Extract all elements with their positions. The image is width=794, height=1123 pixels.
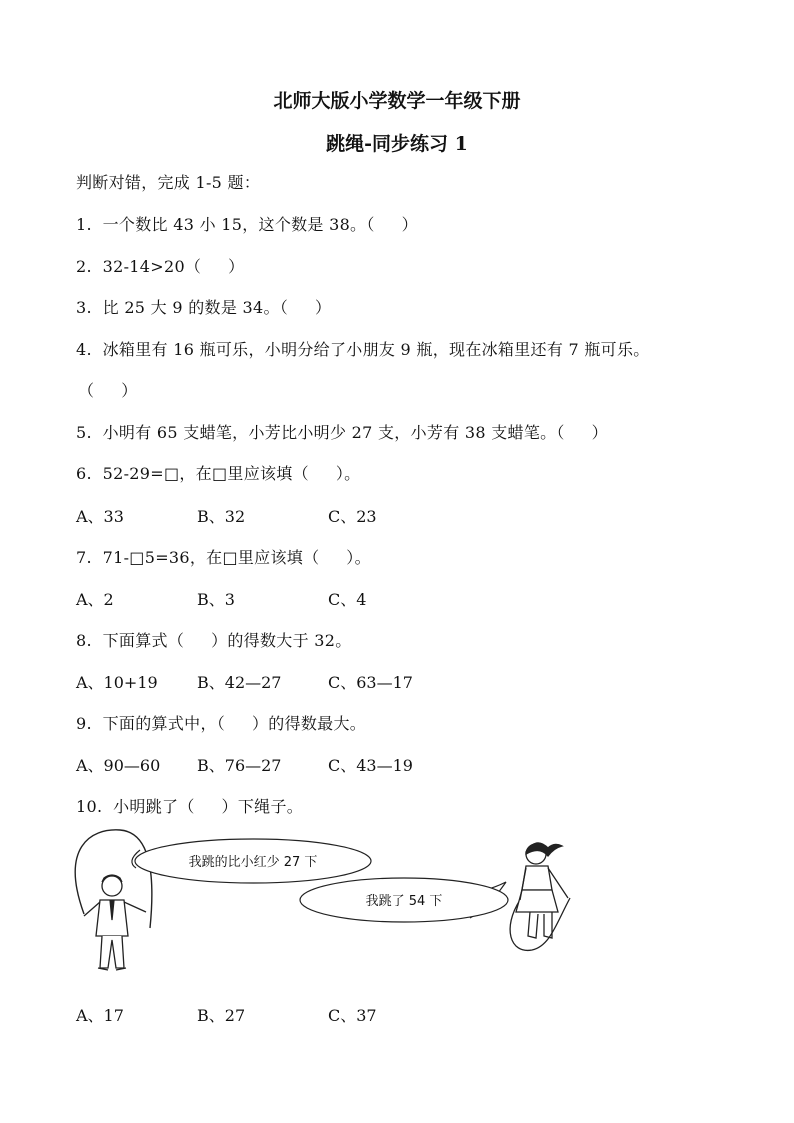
- question-4-blank: （ ）: [78, 381, 138, 400]
- girl-speech-bubble: [300, 878, 508, 922]
- girl-figure: [510, 843, 570, 951]
- page-subtitle: 跳绳-同步练习 1: [326, 133, 468, 155]
- q7-option-c: C、4: [328, 590, 367, 609]
- q7-option-a: A、2: [76, 590, 114, 609]
- girl-speech-text: 我跳了 54 下: [365, 894, 443, 909]
- q8-option-a: A、10+19: [76, 673, 158, 692]
- question-9: 9. 下面的算式中，（ ）的得数最大。: [76, 714, 367, 733]
- q10-option-a: A、17: [76, 1006, 124, 1025]
- question-10: 10. 小明跳了（ ）下绳子。: [76, 797, 304, 816]
- q9-option-c: C、43—19: [328, 756, 413, 775]
- q9-option-b: B、76—27: [197, 756, 282, 775]
- jump-rope-illustration: [70, 828, 590, 988]
- question-5: 5. 小明有 65 支蜡笔，小芳比小明少 27 支，小芳有 38 支蜡笔。（ ）: [76, 423, 608, 442]
- boy-speech-text: 我跳的比小红少 27 下: [188, 855, 318, 870]
- question-6: 6. 52-29=□，在□里应该填（ ）。: [76, 464, 361, 483]
- q7-option-b: B、3: [197, 590, 235, 609]
- question-8: 8. 下面算式（ ）的得数大于 32。: [76, 631, 352, 650]
- q8-option-b: B、42—27: [197, 673, 282, 692]
- question-7: 7. 71-□5=36，在□里应该填（ ）。: [76, 548, 371, 567]
- q6-option-b: B、32: [197, 507, 246, 526]
- q10-option-c: C、37: [328, 1006, 377, 1025]
- instruction-text: 判断对错，完成 1-5 题：: [76, 173, 261, 192]
- page-title: 北师大版小学数学一年级下册: [273, 90, 521, 112]
- q6-option-a: A、33: [76, 507, 124, 526]
- boy-speech-bubble: [132, 839, 371, 883]
- question-1: 1. 一个数比 43 小 15，这个数是 38。（ ）: [76, 215, 418, 234]
- q9-option-a: A、90—60: [76, 756, 161, 775]
- q6-option-c: C、23: [328, 507, 377, 526]
- question-3: 3. 比 25 大 9 的数是 34。（ ）: [76, 298, 332, 317]
- boy-figure: [84, 875, 146, 970]
- q10-option-b: B、27: [197, 1006, 246, 1025]
- question-2: 2. 32-14>20（ ）: [76, 257, 245, 276]
- question-4: 4. 冰箱里有 16 瓶可乐，小明分给了小朋友 9 瓶，现在冰箱里还有 7 瓶可乐。: [76, 340, 650, 359]
- q8-option-c: C、63—17: [328, 673, 413, 692]
